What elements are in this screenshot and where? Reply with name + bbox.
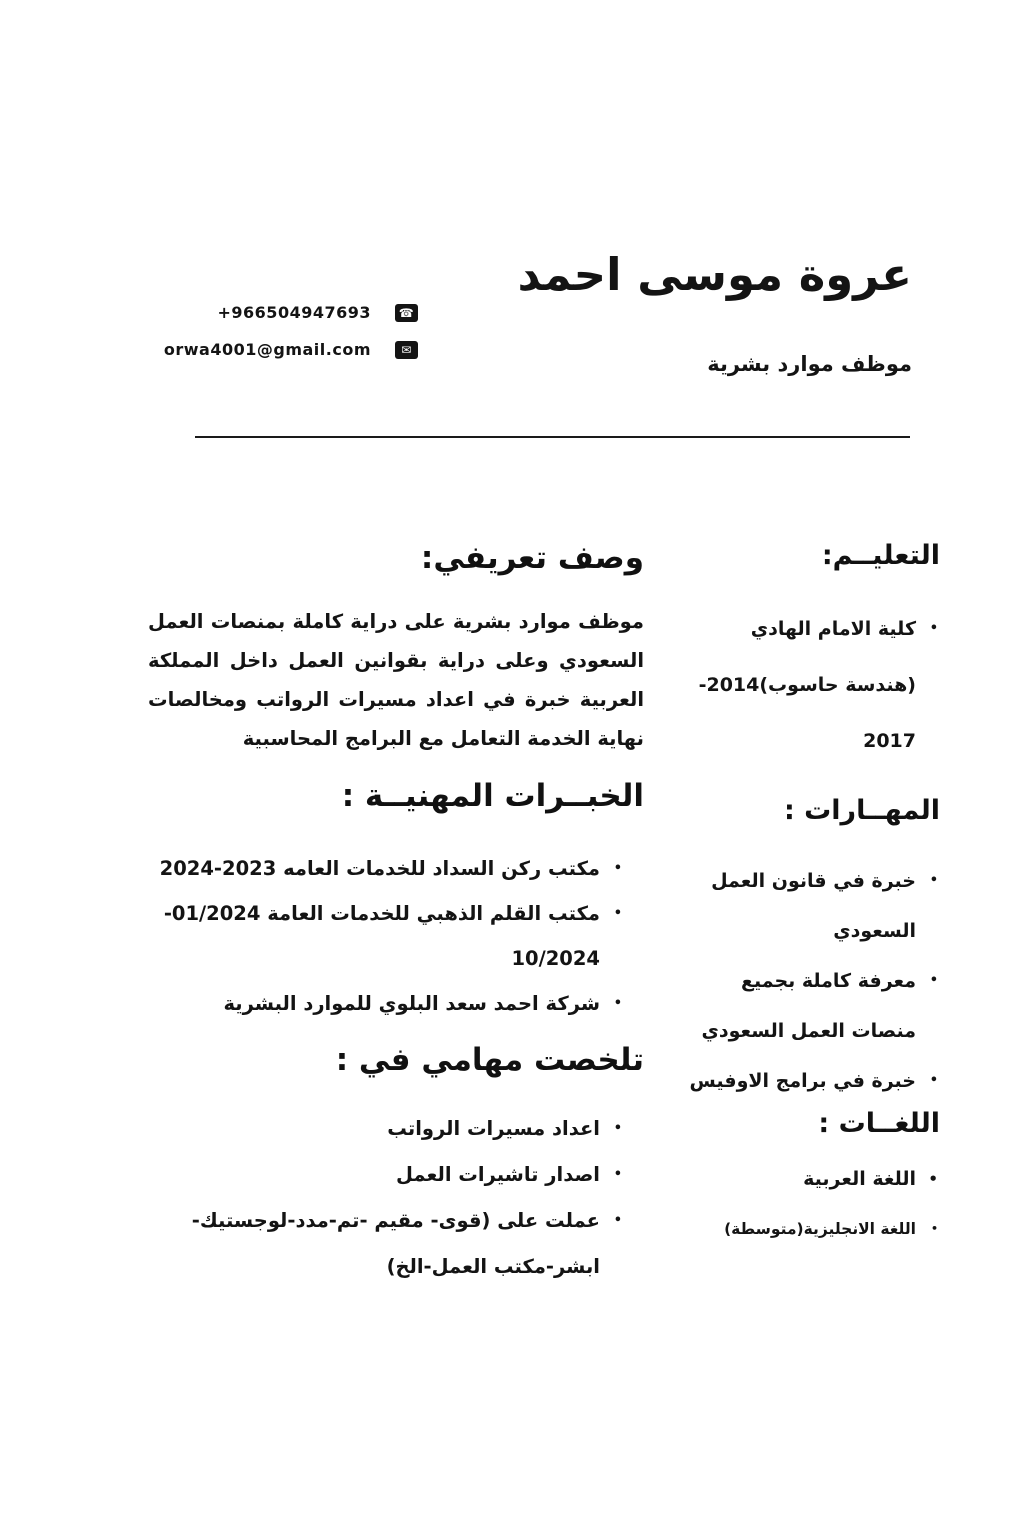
education-item-text: كلية الامام الهادي (هندسة حاسوب)2014-2017 [698, 618, 916, 752]
bullet-icon: • [613, 860, 622, 876]
list-item [148, 981, 624, 1026]
bullet-icon: • [929, 1073, 938, 1088]
header-divider [195, 436, 910, 438]
sidebar-column [682, 540, 940, 1251]
languages-heading: اللغــات : [818, 1108, 940, 1139]
summary-heading: وصف تعريفي: [420, 540, 644, 576]
experience-item-text: شركة احمد سعد البلوي للموارد البشرية [223, 991, 600, 1015]
skill-item-text: معرفة كاملة بجميع منصات العمل السعودي [701, 970, 916, 1042]
tasks-heading: تلخصت مهامي في : [335, 1041, 644, 1078]
mail-icon: ✉ [395, 341, 418, 359]
list-item [682, 1157, 940, 1201]
bullet-icon: • [929, 873, 938, 888]
phone-number: +966504947693 [217, 303, 371, 322]
experience-list [148, 846, 644, 1026]
list-item [148, 891, 624, 981]
list-item [148, 1106, 624, 1152]
list-item [148, 1198, 624, 1290]
task-item-text: اعداد مسيرات الرواتب [387, 1116, 600, 1140]
skill-item-text: خبرة في قانون العمل السعودي [711, 870, 916, 942]
experience-heading: الخبــرات المهنيــة : [341, 777, 644, 814]
phone-row [150, 303, 418, 322]
task-item-text: اصدار تاشيرات العمل [396, 1162, 600, 1186]
job-title: موظف موارد بشرية [707, 352, 912, 376]
phone-icon: ☎ [395, 304, 418, 322]
task-item-text: عملت على (قوى- مقيم -تم-مدد-لوجستيك- ابشر-مكتب العمل-الخ) [191, 1208, 600, 1278]
list-item [682, 856, 940, 956]
experience-item-text: مكتب القلم الذهبي للخدمات العامة 01/2024- 10/2024 [163, 901, 600, 970]
main-column [148, 540, 644, 1290]
languages-list [682, 1157, 940, 1251]
education-list [682, 601, 940, 769]
list-item [682, 601, 940, 769]
email-address: orwa4001@gmail.com [163, 340, 371, 359]
list-item [148, 846, 624, 891]
summary-section [148, 540, 644, 758]
tasks-list [148, 1106, 644, 1290]
list-item [148, 1152, 624, 1198]
education-heading: التعليــم: [821, 540, 940, 571]
list-item [682, 956, 940, 1056]
bullet-icon: • [928, 1170, 938, 1188]
skill-item-text: خبرة في برامج الاوفيس [689, 1070, 916, 1092]
bullet-icon: • [929, 621, 938, 636]
bullet-icon: • [613, 1166, 622, 1182]
bullet-icon: • [613, 905, 622, 921]
list-item [682, 1056, 940, 1106]
bullet-icon: • [929, 973, 938, 988]
skills-list [682, 856, 940, 1106]
list-item [682, 1207, 940, 1251]
email-row [150, 340, 418, 359]
contact-block [150, 303, 418, 359]
skills-section [682, 795, 940, 1106]
experience-item-text: مكتب ركن السداد للخدمات العامه 2023-2024 [159, 856, 600, 880]
bullet-icon: • [613, 995, 622, 1011]
language-item-text: اللغة الانجليزية(متوسطة) [724, 1220, 916, 1238]
education-section [682, 540, 940, 769]
languages-section [682, 1108, 940, 1251]
summary-paragraph: موظف موارد بشرية على دراية كاملة بمنصات العمل السعودي وعلى دراية بقوانين العمل داخل المملكة العربية خبرة في اعداد مسيرات الرواتب ومخالصات نهاية الخدمة التعامل مع البرامج المحاسبية [148, 610, 644, 750]
bullet-icon: • [930, 1222, 938, 1235]
language-item-text: اللغة العربية [803, 1168, 916, 1190]
tasks-section [148, 1042, 644, 1290]
bullet-icon: • [613, 1212, 622, 1228]
bullet-icon: • [613, 1120, 622, 1136]
skills-heading: المهــارات : [783, 795, 940, 826]
experience-section [148, 778, 644, 1026]
candidate-name: عروة موسى احمد [517, 248, 912, 301]
